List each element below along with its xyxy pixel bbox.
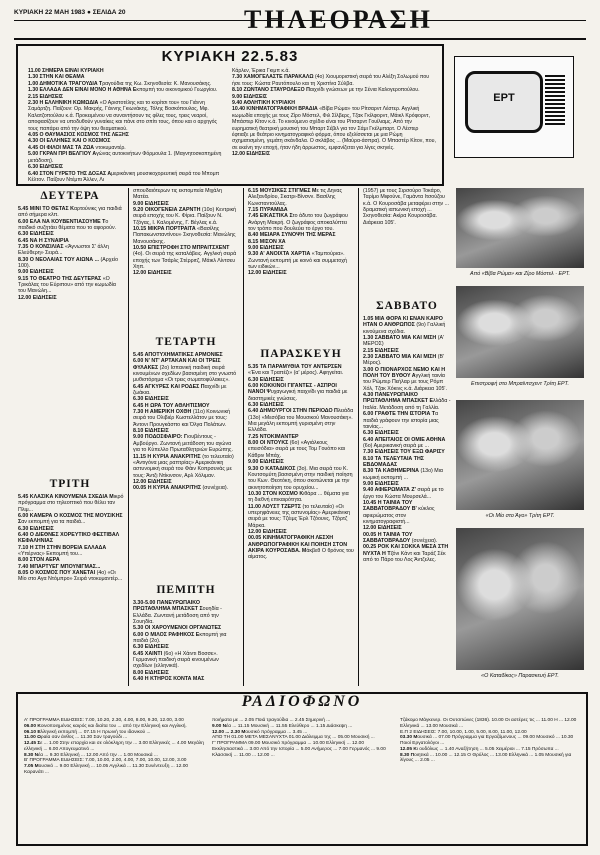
- listing-entry: 10.30 ΣΤΟΝ ΚΟΣΜΟ Κιθάρα ... θέματα για τη διεθνή επικαιρότητα.: [248, 490, 349, 504]
- listing-entry: 9.00 ΠΟΔΟΣΦΑΙΡΟ: Γιουβέντους - Αμβούργο. Ζωντανή μετάδοση του αγώνα για το Κύπελλο Πρωταθλητριών Ευρώπης.: [133, 434, 233, 454]
- listing-entry: 6.40 Ο ΔΙΕΘΝΕΣ ΧΟΡΕΥΤΙΚΟ ΦΕΣΤΙΒΑΛ ΚΕΦΑΛΗΝΙΑΣ: [18, 532, 120, 545]
- listing-entry: 00.05 ΚΙΝΗΜΑΤΟΓΡΑΦΙΚΗ ΛΕΣΧΗ ΑΝΘΡΩΠΟΓΡΑΦΙΚΗ ΚΑΙ ΠΟΙΗΣΗ ΣΤΟΝ ΑΚΙΡΑ ΚΟΥΡΟΣΑΒΑ. Μάκβεθ Ο θρόνος του αίματος.: [248, 535, 354, 561]
- listing-entry: 11.15 Η ΚΥΡΙΑ ΑΝΑΚΡΙΤΗΣ (το τελευταίο) «Αντιγόνα μιας ραπτρίας» Αμερικάνικη αστυνομική σειρά του Φάιν Κοπρσυνάς με τους: Άντζι Ντίκινσον, Αρλ Χόλιμαν.: [133, 453, 234, 479]
- listing-entry: (1957) με τους Σιρσούρο Τοκάρο, Ταρίμο Μιφούνε, Γαμάντα Ιτσούζου κ.ά. Ο Κουροσάβα μεταφέρει στην ... δραματική ιαπωνική εποχή ...: [363, 188, 450, 214]
- listing-entry: 7.25 ΝΤΟΚΙΜΑΝΤΕΡ: [248, 433, 299, 440]
- listing-entry: Κάρλεν, Έρικα Γκιμπ κ.ά.: [232, 68, 290, 74]
- listing-entry: 6.30 ΕΙΔΗΣΕΙΣ: [133, 396, 169, 403]
- listing-entry: Ε.Π 2 ΕΙΔΗΣΕΙΣ: 7.00, 10.00, 1.00, 5.00, 8.00, 11.00, 12.00: [400, 729, 527, 735]
- listing-entry: 4.45 ΟΙ ΦΙΛΟΙ ΜΑΣ ΤΑ ΖΩΑ ντοκυμαντέρ.: [28, 144, 126, 151]
- listing-entry: 6.30 ΕΙΔΗΣΕΙΣ: [18, 231, 54, 238]
- radio-column-c: [400, 718, 578, 764]
- listing-entry: 12.45 Σε ... 1.00 Στην επαρχία και σε ολόκληρη την ... 3.00 Ελληνικές ... 4.00 Μεγάλη ελληνική ... 6.00 Απογευματινό ...: [24, 741, 204, 752]
- listing-entry: 4.05 Ο ΘΑΥΜΑΣΙΟΣ ΚΟΣΜΟΣ ΤΗΣ ΛΕΞΗΣ: [28, 132, 129, 139]
- tuesday-listings-cont: [133, 188, 239, 277]
- tuesday-listings: [18, 494, 124, 583]
- listing-entry: 6.30 ΕΙΔΗΣΕΙΣ: [133, 644, 169, 651]
- listing-entry: 3.30-5.00 ΠΑΝΕΥΡΩΠΑΙΚΟ ΠΡΩΤΑΘΛΗΜΑ ΜΠΑΣΚΕΤ Σουηδία - Ελλάδα. Ζωντανή μετάδοση από την Σουηδία.: [133, 600, 222, 626]
- listing-entry: 10.50 ΕΠΙΣΤΡΟΦΗ ΣΤΟ ΜΠΡΑΙΤΣΧΕΝΤ (4ο). Οι σειρά της καταλάβεις. Αγγλική σειρά εποχής των Τσάρλς Στέρριτζ, Μάικλ Λίντσευ Χηπ.: [133, 245, 237, 271]
- listing-entry: 7.30 ΧΑΜΟΓΕΛΑΣΤΕ ΠΑΡΑΚΑΛΩ (4ο) Χιουμοριστική σειρά του Αλέξη Σολωμού που ήσε τους: Κώστα Ραυτόπουλο και τη Χριστίνα Σύλβα.: [232, 74, 430, 87]
- listing-entry: 12.05 Κι ουδόλως ... 1.40 Αναζήτηση ... 5.05 Χειμέριοι ... 7.15 Πρόσωπα ...: [400, 746, 559, 752]
- radio-box: [16, 692, 588, 846]
- listing-entry: Α' ΠΡΟΓΡΑΜΜΑ ΕΙΔΗΣΕΙΣ: 7.00, 10.20, 2.30, 4.00, 8.00, 9.30, 12.00, 3.00: [24, 718, 184, 723]
- listing-entry: 9.30 Ο ΚΑΤΑΔΙΚΟΣ (3ο). Μια σειρά του Κ. Κουτσομύτη βασισμένη στην παιδική ποίηση του Κων. Θεοτόκη, όπου σκοτώνεται με την ακινητοποίηση του ορυχείου...: [248, 465, 353, 491]
- listing-entry: 5.45 ΜΙΝΙ ΤΟ ΘΕΤΑΣ Καρτούνικς για παιδιά από σήμερα κλπ.: [18, 206, 122, 219]
- speaker-grille: [545, 75, 565, 125]
- listing-entry: 9.00 ΕΙΔΗΣΕΙΣ: [18, 269, 54, 276]
- listing-entry: 6.45 Η ΩΡΑ ΤΟΥ ΑΘΛΗΤΙΣΜΟΥ: [133, 402, 210, 409]
- listing-entry: 6.00 Ο ΜΙΛΟΣ ΡΑΦΗΚΟΣ Εκπομπή για παιδιά (2ο).: [133, 631, 227, 645]
- listing-entry: 8.00 ΟΙ ΝΤΟΥΚΣ (6ο) «Αγιάλκους επεισόδια» σειρά με τους Τομ Γουόπο και Κάθριν Μπάχ.: [248, 440, 345, 459]
- listing-entry: 3.00 Ο ΠΙΟΝΑΡΧΟΣ ΝΕΜΟ ΚΑΙ Η ΠΟΛΗ ΤΟΥ ΒΥΘΟΥ Αγγλική ταινία του Ρώμτερ Πεήλαρ με τους Ρόμπ Χόλ, Τζακ Χόκινς κ.ά. Διάρκεια 105'.: [363, 366, 447, 392]
- listing-entry: 06.10 Ελληνική εκπομπή ... 07.15 Η πρωινή του ιδανικού ...: [24, 729, 151, 735]
- listing-entry: 7.30 Η ΑΜΕΡΙΚΗ ΟΧΘΗ (11ο) Κοινωνική σειρά του Ολιβιέρ Κωστελλάτον με τους: Άντονι Προυγκάσπο και Όλγα Πολάτων.: [133, 409, 231, 428]
- listing-entry: 8.30 ΤΑ ΚΑΘΗΜΕΡΙΝΑ (13ο) Μια κωμική εκπομπή ...: [363, 468, 443, 481]
- photo-return: [456, 286, 584, 378]
- column-divider: [243, 188, 244, 686]
- newspaper-page: [14, 5, 586, 848]
- listing-entry: 11.00 ΣΗΜΕΡΑ ΕΙΝΑΙ ΚΥΡΙΑΚΗ: [28, 68, 104, 74]
- listing-entry: 8.30 Ο ΝΕΟΛΑΙΑΣ ΤΟΥ ΑΙΩΝΑ ... (Αρχείο 100).: [18, 256, 119, 270]
- listing-entry: 4.30 ΠΑΝΕΥΡΩΠΑΙΚΟ ΠΡΩΤΑΘΛΗΜΑ ΜΠΑΣΚΕΤ Ελλάδα - Ιταλία. Μετάδοση από τη Γαλλία.: [363, 392, 451, 411]
- listing-entry: 12.00 ΕΙΔΗΣΕΙΣ: [133, 478, 172, 485]
- day-heading-savvato: ΣΑΒΒΑΤΟ: [376, 300, 438, 312]
- listing-entry: 8.00 ΕΙΔΗΣΕΙΣ: [133, 669, 169, 676]
- listing-entry: 00.05 Η ΤΑΙΝΙΑ ΤΟΥ ΣΑΒΒΑΤΟΒΡΑΔΟΥ (συνέχεια).: [363, 531, 438, 545]
- listing-entry: 6.30 ΕΙΔΗΣΕΙΣ: [363, 430, 399, 437]
- listing-entry: 12.00 ΕΙΔΗΣΕΙΣ: [248, 528, 287, 535]
- listing-entry: 6.00 Ν' ΝΤ' ΑΡΤΑΚΑΝ ΚΑΙ ΟΙ ΤΡΕΙΣ ΦΥΛΑΚΕΣ (2ο) Ισπανική παιδική σειρά κινουμένων σχεδίων βασισμένη στο γνωστό μυθιστόρημα «Οι τρεις σωματοφύλακες».: [133, 358, 237, 384]
- listing-entry: 6.30 ΕΙΔΗΣΕΙΣ: [28, 164, 64, 171]
- day-heading-tetarti: ΤΕΤΑΡΤΗ: [155, 336, 217, 348]
- ert-logo-text: ΕΡΤ: [493, 92, 515, 104]
- listing-entry: 8.30 Νέα ... 9.30 Ελληνική ... 12.00 Από την ... 1.00 Μουσικά ...: [24, 752, 158, 758]
- listing-entry: 8.30 Ποιητικά ... 10.00 ... 12.15 Ο Θρύλος ... 13.00 Ελληνικά ... 1.05 Μουσική για λίγους ... 2.05 ...: [400, 752, 572, 764]
- listing-entry: 5.45 ΑΠΟΤΥΧΗΜΑΤΙΚΕΣ ΑΡΜΟΝΙΕΣ: [133, 352, 223, 358]
- page-title: ΤΗΛΕΟΡΑΣΗ: [244, 5, 433, 34]
- photo-mio: [456, 400, 584, 510]
- listing-entry: 8.00 ΣΤΟΝ ΑΕΡΑ: [18, 557, 60, 564]
- listing-entry: 1.30 ΣΤΗΝ ΚΑΙ ΘΕΑΜΑ: [28, 74, 85, 81]
- listing-entry: 9.15 ΤΟ ΘΕΑΤΡΟ ΤΗΣ ΔΕΥΤΕΡΑΣ «Ο Τρικάλας του Εύριπου» από την κωμωδία του Μανώλη...: [18, 275, 116, 295]
- listing-entry: 7.45 ΕΙΚΑΣΤΙΚΑ Στο άδυτο του ζωγράφου Ανάργη Μακρή. Ο ζωγράφος αποκαλύπτει τον τρόπο που δουλεύει το έργο του.: [248, 213, 348, 233]
- listing-entry: 12.00 ΕΙΔΗΣΕΙΣ: [363, 525, 402, 532]
- listing-entry: 6.30 ΕΙΔΗΣΕΙΣ: [18, 525, 54, 532]
- listing-entry: ποιήματα με ... 2.05 Ποιά τραγούδια ... 2.45 Σημερινή ...: [212, 718, 331, 723]
- listing-entry: 1.05 ΜΙΑ ΦΟΡΑ ΚΙ ΕΝΑΝ ΚΑΙΡΟ ΗΤΑΝ Ο ΑΝΘΡΩΠΟΣ (9ο) Γαλλική κινούμενα σχέδια.: [363, 316, 446, 335]
- day-heading-triti: ΤΡΙΤΗ: [49, 478, 91, 490]
- sunday-title: ΚΥΡΙΑΚΗ 22.5.83: [161, 48, 299, 65]
- thursday-listings-cont: [248, 188, 354, 277]
- listing-entry: 8.10 ΕΙΔΗΣΕΙΣ: [133, 428, 169, 435]
- listing-entry: 6.30 ΕΙΔΗΣΕΙΣ: [248, 402, 284, 409]
- listing-entry: 9.20 ΟΙΚΟΓΕΝΕΙΑ ΖΑΡΝΤΗ (10ο) Κεντρική σειρά εποχής του Κ. Φίρια. Παίζουν Ν. Τζόγας, Ι. Καλομένης, Γ. Βέγλας κ.ά.: [133, 207, 237, 226]
- listing-entry: 1.00 ΔΗΜΟΤΙΚΑ ΤΡΑΓΟΥΔΙΑ Τραγούδια της Κω. Σκηνοθεσία: Κ. Μανουσάκης.: [28, 80, 212, 87]
- sunday-column-b: [232, 68, 436, 158]
- listing-entry: 7.15 ΠΥΡΑΜΙΔΑ: [248, 207, 288, 214]
- monday-listings: [18, 206, 124, 301]
- listing-entry: 6.15 ΜΟΥΣΙΚΕΣ ΣΤΙΓΜΕΣ Με τις Δηνας Αλεξανδρίου, Σκατρι-Βίνσνν. Βασίλης Κωνσταντούλας.: [248, 188, 343, 207]
- listing-entry: 6.45 ΧΑΙΝΤΙ (6ο) «Η Χάιντι Βοσσε». Γερμανική παιδική σειρά κινουμένων σχεδίων (ελληνικά).: [133, 650, 219, 670]
- listing-entry: 8.10 ΤΑ ΤΕΛΕΥΤΑΙΑ ΤΗΣ ΕΒΔΟΜΑΔΑΣ: [363, 455, 424, 468]
- listing-entry: 6.40 ΑΠΕΙΤΑΙΟΣ ΟΙ ΟΜΙΕ ΑΘΗΝΑ (6ο) Αμερικανική σειρά με ...: [363, 436, 446, 449]
- listing-entry: 5.35 ΤΑ ΠΑΡΑΜΥΘΙΑ ΤΟΥ ΑΝΤΕΡΣΕΝ «Ένα και Τραπέζι» (α' μέρος). Αφηγείται.: [248, 364, 344, 377]
- listing-entry: 5.30 ΟΙ ΧΑΡΟΥΜΕΝΟΙ ΟΡΓΑΝΩΤΕΣ: [133, 625, 222, 632]
- listing-entry: 6.45 ΑΓΚΥΡΕΣ ΚΑΙ ΡΟΔΕΣ Παιχνίδι με ζωάκια.: [133, 383, 227, 397]
- listing-entry: 2.30 Η ΕΛΛΗΝΙΚΗ ΚΩΜΩΔΙΑ «Ο Αριστοτέλης και το κορίτσι του» του Γιάννη Σαμάρτζη. Παίζουν: Ορ. Μακρής, Γάννης Γκιωνάκης, Τόλης Βοσκόπουλος, Μφ. Καλατζοπούλου κ.ά. Προκειμένου να συναντήσουν τις φίλες τους, τρεις νεαροί, αποφασίζουν να υποδυθούν γυναίκες και πάνε στο σπίτι τους, όπου και ο αρχηγός τους παπάρει από την όψη του θεαματικού.: [28, 100, 218, 132]
- day-heading-pempti: ΠΕΜΠΤΗ: [156, 584, 216, 596]
- friday-listings-cont: [363, 188, 451, 226]
- listing-entry: 2.15 ΕΙΔΗΣΕΙΣ: [28, 93, 64, 100]
- tv-icon: [465, 71, 543, 133]
- listing-entry: 8.05 Ο ΚΟΣΜΟΣ ΠΟΥ ΧΑΝΕΤΑΙ (4ο) «Οι Μίο στο Αγα Ντόμπρο» Σειρά ντοκυμαντέρ...: [18, 570, 123, 583]
- listing-entry: 12.00 ΕΙΔΗΣΕΙΣ: [133, 270, 172, 277]
- listing-entry: 9.00 Νέα ... 11.15 Μουσική ... 11.55 Ελεύθερο ... 1.15 Διάσκεψη ...: [212, 723, 353, 729]
- listing-entry: σπουδαιότερων τις εκπομπεία Μιχάλη Ματέα.: [133, 188, 222, 201]
- listing-entry: 9.00 ΕΙΔΗΣΕΙΣ: [248, 245, 284, 252]
- radio-title: ΡΑΔΙΟΦΩΝΟ: [241, 693, 363, 710]
- listing-entry: 5.00 ΓΚΡΑΝ ΠΡΙ ΒΕΛΓΙΟΥ Αγώνας αυτοκινήτων Φόρμουλα 1. (Μαγνητοσκοπημένη μετάδοση).: [28, 151, 222, 164]
- listing-entry: 9.00 ΕΙΔΗΣΕΙΣ: [248, 459, 284, 466]
- listing-entry: 2.30 ΣΑΒΒΑΤΟ ΜΙΑ ΚΑΙ ΜΙΣΗ (Β' Μέρος).: [363, 354, 444, 367]
- listing-entry: 7.35 Ο ΚΟΝΣΙΛΙΑΣ «Άγνωστοι Σ' άλλη Ελεύθερη» Σειρά...: [18, 244, 109, 257]
- listing-entry: 11.00 Ωραία σαν άνθος ... 11.30 Σαν τραγούδι ...: [24, 735, 128, 741]
- listing-entry: ΑΠΟ ΤΗ 01.00 ΜΕΤΑ ΜΕΣΑΝΥΧΤΑ 01.00 Διάλειμμα της ... 05.00 Μουσική ...: [212, 735, 375, 741]
- listing-entry: 4.30 ΟΙ ΕΛΛΗΝΕΣ ΚΑΙ Ο ΚΟΣΜΟΣ: [28, 138, 111, 145]
- listing-entry: Γ' ΠΡΟΓΡΑΜΜΑ 09.00 Μουσικό πρόγραμμα ... 10.00 Ελληνική ... 12.00 Εκκλησιαστικά ... 3.00 Από την Ιστορία ... 5.00 Ανήμερος ... 7.00 Γερμανός ... 9.00 Κλασσική ... 11.00 ... 12.00 ...: [212, 741, 386, 758]
- listing-entry: 6.30 ΕΙΔΗΣΕΙΣ: [248, 376, 284, 383]
- caption-viva-roma: Από «Βίβα Ρώμα» και Ζίρο Μόστελ · ΕΡΤ.: [470, 271, 570, 277]
- listing-entry: Τζάκομο Μάγκενερ. Οι Ουτσιτώνες (1836). 10.00 Οι αστέρες τις ... 11.00 Η ... 12.00 Ελληνικά ... 13.00 Μουσικά ...: [400, 718, 577, 729]
- listing-entry: 6.00 ΕΛΑ ΝΑ ΚΟΥΒΕΝΤΙΑΣΟΥΜΕ Το παιδικό συζητάει θέματα που το αφορούν.: [18, 218, 117, 232]
- listing-entry: 9.40 ΑΦΙΕΡΩΜΑΤΑ Ζ' σειρά με το έργο του Κώστα Μουρσελά...: [363, 487, 444, 500]
- issue-date: ΚΥΡΙΑΚΗ 22 ΜΑΗ 1983 ● ΣΕΛΙΔΑ 20: [14, 9, 126, 16]
- listing-entry: 6.45 ΝΑ Η ΣΥΝΑΙΡΙΑ: [18, 237, 69, 244]
- day-heading-deftera: ΔΕΥΤΕΡΑ: [40, 190, 100, 202]
- listing-entry: 1.30 ΕΛΛΑΔΑ ΔΕΝ ΕΙΝΑΙ ΜΟΝΟ Η ΑΘΗΝΑ Εκπομπή του οικονομικού Γεωργίου.: [28, 87, 218, 94]
- listing-entry: 6.40 Η ΚΤΗΡΟΣ ΚΟΝΤΑ ΜΑΣ: [133, 676, 205, 683]
- saturday-listings: [363, 316, 451, 563]
- listing-entry: 00.05 Η ΚΥΡΙΑ ΑΝΑΚΡΙΤΗΣ (συνέχεια).: [133, 485, 229, 492]
- caption-mio: «Οι Μίο στο Άγο» Τρίτη ΕΡΤ.: [485, 513, 555, 519]
- listing-entry: 9.30 Α' ΑΝΟΙΧΤΑ ΧΑΡΤΙΑ «Ταμπούρια». Ζωντανή εκπομπή με κοινό και συμμετοχή των ειδικών...: [248, 251, 347, 271]
- listing-entry: 2.15 ΕΙΔΗΣΕΙΣ: [363, 347, 399, 354]
- listing-entry: 1.30 ΣΑΒΒΑΤΟ ΜΙΑ ΚΑΙ ΜΙΣΗ (Α' ΜΕΡΟΣ): [363, 335, 444, 348]
- listing-entry: 8.10 ΖΩΝΤΑΝΟ ΣΤΑΥΡΟΛΕΞΟ Παιχνίδι γνώσεων με την Σένια Καλογεροπούλου.: [232, 87, 420, 94]
- photo-viva-roma: [456, 188, 584, 268]
- listing-entry: 00.25 ΡΟΚ ΚΑΙ ΣΟΚΚΑ ΜΕΣΑ ΣΤΗ ΝΥΧΤΑ Η Τζόνι Κάντ και Ταράζ Σέκ από το Πάρο του Λος Άντζελες.: [363, 544, 449, 564]
- listing-entry: 10.15 ΜΙΚΡΑ ΠΟΡΤΡΑΙΤΑ «Βασίλης Παπακωνσταντίνου» Σκηνοθεσία: Μανώλης Μανουσάκης.: [133, 226, 236, 245]
- listing-entry: 6.00 ΚΟΚΚΙΝΟΙ ΓΙΓΑΝΤΕΣ - ΑΣΠΡΟΙ ΝΑΝΟΙ Ψυχαγωγική παιχνίδι για παιδιά με διαστημικές γνώσεις.: [248, 383, 348, 402]
- listing-entry: 7.40 ΜΠΑΡΤΥΕΓ ΜΠΟΥΝΙΓΜΑΣ...: [18, 563, 101, 570]
- ert-logo: [454, 56, 574, 158]
- listing-entry: 5.45 ΚΛΑΣΙΚΑ ΚΙΝΟΥΜΕΝΑ ΣΧΕΔΙΑ Μικρό πρόγραμμα στο τηλεοπτικό που θέλει ταν Πλιμ...: [18, 494, 124, 513]
- listing-entry: 6.00 ΓΡΑΦΤΕ ΤΗΝ ΙΣΤΟΡΙΑ Τα παιδιά γράφουν την ιστορία μιας ταινίας...: [363, 411, 439, 430]
- listing-entry: 12.00 ΕΙΔΗΣΕΙΣ: [248, 270, 287, 277]
- listing-entry: 9.00 ΕΙΔΗΣΕΙΣ: [363, 480, 399, 487]
- listing-entry: 10.45 Η ΤΑΙΝΙΑ ΤΟΥ ΣΑΒΒΑΤΟΒΡΑΔΟΥ Β' κύκλος αφιερώματος στον κινηματογραφιστή...: [363, 499, 435, 525]
- listing-entry: 6.40 ΣΤΟΝ ΓΥΡΕΤΟ ΤΗΣ ΔΟΞΑΣ Αμερικάνικη μουσικοχορευτική σειρά του Μπομπ Κέλτον. Παίζουν Ντέμπι Άλλεν, Λι: [28, 170, 220, 183]
- listing-entry: 11.00 ΛΟΥΣΤ ΤΖΕΡΤΣ (το τελευταίο) «Οι υπερηφάνειες της αστυνομίας» Αμερικάνικη σειρά με τους: Τζέιμς Έρλ Τζόουνς, Τζόρτζ Μάρκα.: [248, 503, 351, 529]
- listing-entry: 12.00 ... 2.30 Μουσικό πρόγραμμα ... 3.45 ...: [212, 729, 308, 735]
- listing-entry: 6.40 ΔΗΜΟΥΡΓΟΙ ΣΤΗΝ ΠΕΡΙΟΔΟ Πλειάδα (13ο) «Μεσόβια του Μουσικού Μανουσάκη». Μια μεγάλη εκπομπή γυρισμένη στην Ελλάδα.: [248, 408, 354, 434]
- friday-listings: [248, 364, 354, 561]
- listing-entry: 6.00 ΚΑΜΕΡΑ Ο ΚΟΣΜΟΣ ΤΗΣ ΜΟΥΣΙΚΗΣ Σαν εκπομπή για τα παιδιά...: [18, 513, 123, 526]
- listing-entry: 12.00 ΕΙΔΗΣΕΙΣ: [232, 151, 270, 158]
- listing-entry: 8.40 ΜΕΙΑΡΑ ΣΥΝΟΨΗ ΤΗΣ ΜΕΡΑΣ: [248, 232, 336, 239]
- title-rule: [14, 38, 586, 40]
- sunday-column-a: [28, 68, 228, 183]
- radio-column-a: [24, 718, 204, 776]
- listing-entry: 06.00 Κοινοποιημένος καιρός και διαίτα του ... από την Ελληνική και Αγγλική.: [24, 723, 187, 729]
- listing-entry: 9.00 ΕΙΔΗΣΕΙΣ: [133, 200, 169, 207]
- wednesday-listings: [133, 352, 239, 492]
- listing-entry: 7.05 Μουσικό ... 9.00 Ελληνική ... 10.05 Αγγλικά ... 11.30 Συνέντευξη ... 12.00 Καρανάτι ...: [24, 764, 189, 775]
- listing-entry: Β' ΠΡΟΓΡΑΜΜΑ ΕΙΔΗΣΕΙΣ: 7.00, 10.00, 2.00, 4.00, 7.00, 10.00, 12.00, 3.00: [24, 758, 187, 764]
- listing-entry: 8.15 ΜΙΣΟΝ ΧΑ: [248, 238, 286, 245]
- listing-entry: 12.00 ΕΙΔΗΣΕΙΣ: [18, 294, 57, 301]
- listing-entry: 7.30 ΕΙΔΗΣΕΙΣ ΤΟΥ ΕΞΩ ΦΑΡΙΣΥ: [363, 449, 445, 456]
- sunday-program-box: [16, 44, 444, 186]
- photo-katadikos: [456, 528, 584, 670]
- day-heading-paraskevi: ΠΑΡΑΣΚΕΥΗ: [260, 348, 342, 360]
- listing-entry: 7.10 Η ΣΤΗ ΣΤΗΝ ΒΟΡΕΙΑ ΕΛΛΑΔΑ «Υπέρνας» Εκπομπή του...: [18, 544, 107, 558]
- caption-katadikos: «Ο Καταδίκος» Παρασκευή ΕΡΤ.: [481, 673, 559, 679]
- listing-entry: 10.40 ΚΙΝΗΜΑΤΟΓΡΑΦΙΚΗ ΒΡΑΔΙΑ «Βίβα Ρώμα» του Ρίτσαρντ Λέστερ. Αγγλική κωμωδία εποχής με τους Ζίρο Μόστελ, Φιλ Σίλβερς, Τζακ Γκίλφορντ, Μάικλ Κρόφορντ, Μπάστερ Κίτον κ.ά. Το κινούμενο σχέδιο είναι του Ρίτσαρντ Γουίλιαμς. Από την ευρηματική θεατρική μουσική του Μπαρτ Σέβιλ για τον Σάμι Γκέλμπαρτ. Ο Λέστερ έφτιαξε με θεάτριο κινηματογραφικό φόρμα, όπου εξελίσσεται με μια Ρώμη σχηματισμένη, γεμάτη σκάνδαλα. Ο σκλάβος ... (Μαύρα-άσπρα). Ο Μπαστέρ Κίτον, που, σε εκείνη την εποχή, ήταν ήδη άρρωστος, εμφανίζεται για λίγες σκηνές.: [232, 106, 436, 151]
- caption-return: Επιστροφή στο Μπραϊντσχεντ Τρίτη ΕΡΤ.: [471, 381, 569, 387]
- listing-entry: 9.40 ΑΘΛΗΤΙΚΗ ΚΥΡΙΑΚΗ: [232, 100, 295, 107]
- listing-entry: 03.30 Μουσικά ... 07.00 Πρόγραμμα για Εργαζόμενους ... 09.00 Μουσικό ... 10.30 Ποιοί Εργατολόγοι ...: [400, 735, 574, 746]
- column-divider: [128, 188, 129, 686]
- column-divider: [358, 188, 359, 686]
- radio-column-b: [212, 718, 392, 758]
- thursday-listings: [133, 600, 239, 682]
- listing-entry: 9.00 ΕΙΔΗΣΕΙΣ: [232, 93, 268, 100]
- listing-entry: Σκηνοθεσία: Ακίρα Κουροσάβα. Διάρκεια 105'.: [363, 213, 438, 226]
